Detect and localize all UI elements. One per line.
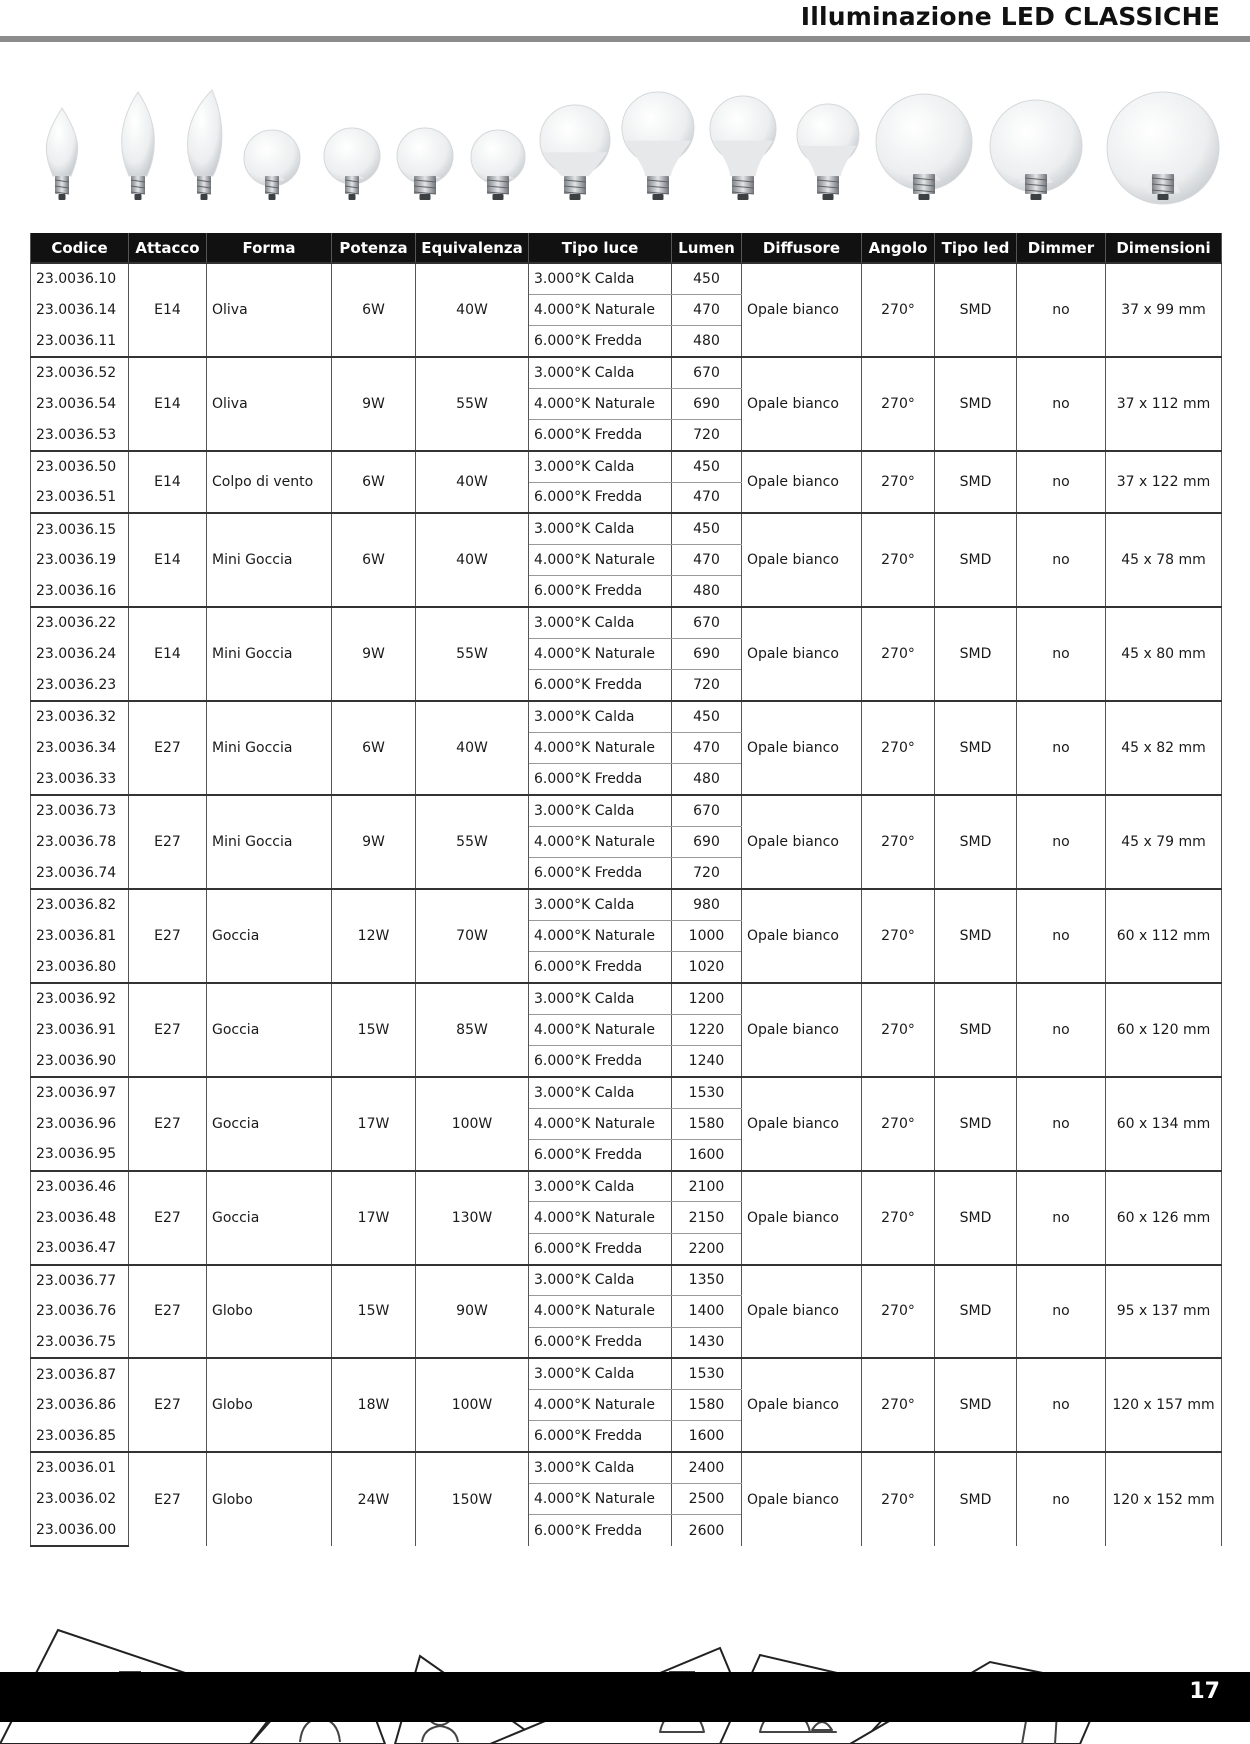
- table-row: [31, 263, 1222, 294]
- column-header: Codice: [31, 233, 129, 263]
- light-type-cell: 3.000°K Calda: [529, 889, 672, 920]
- forma-cell: Mini Goccia: [207, 513, 332, 607]
- lumen-cell: 1200: [672, 983, 742, 1014]
- product-code-cell: 23.0036.47: [31, 1233, 129, 1264]
- tipo-led-cell: SMD: [935, 451, 1017, 514]
- attacco-cell: E27: [129, 1358, 207, 1452]
- equivalenza-cell: 130W: [416, 1171, 529, 1265]
- attacco-cell: E27: [129, 1452, 207, 1546]
- potenza-cell: 24W: [332, 1452, 416, 1546]
- potenza-cell: 18W: [332, 1358, 416, 1452]
- angolo-cell: 270°: [862, 263, 935, 357]
- table-row: [31, 451, 1222, 482]
- product-code-cell: 23.0036.80: [31, 952, 129, 983]
- a60-e27-bulb-icon: [710, 96, 776, 200]
- dimensioni-cell: 60 x 134 mm: [1106, 1077, 1222, 1171]
- product-code-cell: 23.0036.11: [31, 326, 129, 357]
- diffusore-cell: Opale bianco: [742, 983, 862, 1077]
- light-type-cell: 6.000°K Fredda: [529, 952, 672, 983]
- dimensioni-cell: 45 x 78 mm: [1106, 513, 1222, 607]
- angolo-cell: 270°: [862, 1265, 935, 1359]
- diffusore-cell: Opale bianco: [742, 607, 862, 701]
- column-header: Attacco: [129, 233, 207, 263]
- equivalenza-cell: 70W: [416, 889, 529, 983]
- light-type-cell: 4.000°K Naturale: [529, 920, 672, 951]
- product-code-cell: 23.0036.75: [31, 1327, 129, 1358]
- product-code-cell: 23.0036.24: [31, 639, 129, 670]
- attacco-cell: E27: [129, 795, 207, 889]
- lumen-cell: 980: [672, 889, 742, 920]
- lumen-cell: 1000: [672, 920, 742, 951]
- potenza-cell: 12W: [332, 889, 416, 983]
- dimensioni-cell: 45 x 82 mm: [1106, 701, 1222, 795]
- footer-band: [0, 1672, 1250, 1722]
- product-code-cell: 23.0036.52: [31, 357, 129, 388]
- lumen-cell: 450: [672, 263, 742, 294]
- diffusore-cell: Opale bianco: [742, 451, 862, 514]
- dimmer-cell: no: [1017, 263, 1106, 357]
- lumen-cell: 1220: [672, 1014, 742, 1045]
- angolo-cell: 270°: [862, 1077, 935, 1171]
- product-code-cell: 23.0036.10: [31, 263, 129, 294]
- product-code-cell: 23.0036.91: [31, 1014, 129, 1045]
- forma-cell: Oliva: [207, 357, 332, 451]
- lumen-cell: 690: [672, 388, 742, 419]
- light-type-cell: 3.000°K Calda: [529, 795, 672, 826]
- dimensioni-cell: 45 x 79 mm: [1106, 795, 1222, 889]
- lumen-cell: 450: [672, 701, 742, 732]
- light-type-cell: 4.000°K Naturale: [529, 1108, 672, 1139]
- potenza-cell: 9W: [332, 607, 416, 701]
- product-code-cell: 23.0036.95: [31, 1139, 129, 1170]
- light-type-cell: 6.000°K Fredda: [529, 1421, 672, 1452]
- column-header: Dimensioni: [1106, 233, 1222, 263]
- globe-e27-bulb-icon: [1107, 92, 1219, 204]
- attacco-cell: E14: [129, 513, 207, 607]
- equivalenza-cell: 55W: [416, 357, 529, 451]
- flame-tip-e14-bulb-icon: [187, 90, 221, 200]
- candle-e14-bulb-icon: [46, 108, 77, 200]
- tipo-led-cell: SMD: [935, 1077, 1017, 1171]
- light-type-cell: 3.000°K Calda: [529, 701, 672, 732]
- product-code-cell: 23.0036.73: [31, 795, 129, 826]
- angolo-cell: 270°: [862, 357, 935, 451]
- table-row: [31, 1358, 1222, 1389]
- dimmer-cell: no: [1017, 701, 1106, 795]
- product-code-cell: 23.0036.90: [31, 1045, 129, 1076]
- lumen-cell: 470: [672, 545, 742, 576]
- angolo-cell: 270°: [862, 513, 935, 607]
- angolo-cell: 270°: [862, 795, 935, 889]
- product-code-cell: 23.0036.02: [31, 1484, 129, 1515]
- lumen-cell: 1020: [672, 952, 742, 983]
- table-row: [31, 701, 1222, 732]
- lumen-cell: 1400: [672, 1296, 742, 1327]
- diffusore-cell: Opale bianco: [742, 795, 862, 889]
- potenza-cell: 9W: [332, 795, 416, 889]
- light-type-cell: 6.000°K Fredda: [529, 1045, 672, 1076]
- equivalenza-cell: 150W: [416, 1452, 529, 1546]
- light-type-cell: 3.000°K Calda: [529, 263, 672, 294]
- product-code-cell: 23.0036.48: [31, 1202, 129, 1233]
- product-code-cell: 23.0036.86: [31, 1390, 129, 1421]
- lumen-cell: 1580: [672, 1390, 742, 1421]
- lumen-cell: 690: [672, 826, 742, 857]
- attacco-cell: E14: [129, 263, 207, 357]
- product-code-cell: 23.0036.82: [31, 889, 129, 920]
- equivalenza-cell: 55W: [416, 607, 529, 701]
- product-code-cell: 23.0036.46: [31, 1171, 129, 1202]
- dimensioni-cell: 95 x 137 mm: [1106, 1265, 1222, 1359]
- diffusore-cell: Opale bianco: [742, 1077, 862, 1171]
- attacco-cell: E27: [129, 889, 207, 983]
- table-header-row: [31, 233, 1222, 263]
- lumen-cell: 2600: [672, 1515, 742, 1546]
- lumen-cell: 720: [672, 419, 742, 450]
- column-header: Lumen: [672, 233, 742, 263]
- lumen-cell: 480: [672, 576, 742, 607]
- table-row: [31, 1265, 1222, 1296]
- dimmer-cell: no: [1017, 1358, 1106, 1452]
- diffusore-cell: Opale bianco: [742, 513, 862, 607]
- angolo-cell: 270°: [862, 983, 935, 1077]
- light-type-cell: 6.000°K Fredda: [529, 1233, 672, 1264]
- globe-e27-bulb-icon: [876, 94, 972, 200]
- diffusore-cell: Opale bianco: [742, 1265, 862, 1359]
- potenza-cell: 17W: [332, 1171, 416, 1265]
- forma-cell: Globo: [207, 1452, 332, 1546]
- lumen-cell: 1580: [672, 1108, 742, 1139]
- product-code-cell: 23.0036.22: [31, 607, 129, 638]
- table-row: [31, 1452, 1222, 1483]
- attacco-cell: E27: [129, 1171, 207, 1265]
- potenza-cell: 6W: [332, 451, 416, 514]
- product-code-cell: 23.0036.54: [31, 388, 129, 419]
- tipo-led-cell: SMD: [935, 701, 1017, 795]
- forma-cell: Goccia: [207, 1077, 332, 1171]
- product-code-cell: 23.0036.23: [31, 670, 129, 701]
- equivalenza-cell: 40W: [416, 701, 529, 795]
- table-row: [31, 983, 1222, 1014]
- product-code-cell: 23.0036.76: [31, 1296, 129, 1327]
- product-code-cell: 23.0036.77: [31, 1265, 129, 1296]
- a60-e27-bulb-icon: [622, 92, 694, 200]
- dimmer-cell: no: [1017, 1171, 1106, 1265]
- angolo-cell: 270°: [862, 607, 935, 701]
- product-code-cell: 23.0036.16: [31, 576, 129, 607]
- dimensioni-cell: 60 x 126 mm: [1106, 1171, 1222, 1265]
- light-type-cell: 3.000°K Calda: [529, 1358, 672, 1389]
- product-code-cell: 23.0036.97: [31, 1077, 129, 1108]
- lumen-cell: 2500: [672, 1484, 742, 1515]
- diffusore-cell: Opale bianco: [742, 357, 862, 451]
- mini-globe-e27-bulb-icon: [471, 130, 525, 200]
- attacco-cell: E14: [129, 357, 207, 451]
- dimmer-cell: no: [1017, 795, 1106, 889]
- light-type-cell: 6.000°K Fredda: [529, 1327, 672, 1358]
- lumen-cell: 670: [672, 357, 742, 388]
- angolo-cell: 270°: [862, 1358, 935, 1452]
- product-code-cell: 23.0036.01: [31, 1452, 129, 1483]
- tipo-led-cell: SMD: [935, 1171, 1017, 1265]
- light-type-cell: 6.000°K Fredda: [529, 764, 672, 795]
- lumen-cell: 1430: [672, 1327, 742, 1358]
- dimensioni-cell: 37 x 122 mm: [1106, 451, 1222, 514]
- potenza-cell: 15W: [332, 1265, 416, 1359]
- column-header: Forma: [207, 233, 332, 263]
- tipo-led-cell: SMD: [935, 1265, 1017, 1359]
- dimmer-cell: no: [1017, 357, 1106, 451]
- light-type-cell: 4.000°K Naturale: [529, 732, 672, 763]
- tipo-led-cell: SMD: [935, 357, 1017, 451]
- light-type-cell: 3.000°K Calda: [529, 1452, 672, 1483]
- attacco-cell: E27: [129, 983, 207, 1077]
- equivalenza-cell: 100W: [416, 1077, 529, 1171]
- light-type-cell: 3.000°K Calda: [529, 1077, 672, 1108]
- lumen-cell: 2400: [672, 1452, 742, 1483]
- equivalenza-cell: 85W: [416, 983, 529, 1077]
- lumen-cell: 670: [672, 607, 742, 638]
- light-type-cell: 3.000°K Calda: [529, 1265, 672, 1296]
- column-header: Equivalenza: [416, 233, 529, 263]
- light-type-cell: 4.000°K Naturale: [529, 388, 672, 419]
- equivalenza-cell: 40W: [416, 263, 529, 357]
- potenza-cell: 6W: [332, 263, 416, 357]
- column-header: Potenza: [332, 233, 416, 263]
- lumen-cell: 480: [672, 326, 742, 357]
- title-rule: [0, 36, 1250, 42]
- dimmer-cell: no: [1017, 607, 1106, 701]
- column-header: Tipo luce: [529, 233, 672, 263]
- light-type-cell: 4.000°K Naturale: [529, 545, 672, 576]
- angolo-cell: 270°: [862, 701, 935, 795]
- product-code-cell: 23.0036.00: [31, 1515, 129, 1546]
- potenza-cell: 17W: [332, 1077, 416, 1171]
- potenza-cell: 9W: [332, 357, 416, 451]
- light-type-cell: 3.000°K Calda: [529, 513, 672, 544]
- forma-cell: Mini Goccia: [207, 701, 332, 795]
- column-header: Dimmer: [1017, 233, 1106, 263]
- table-row: [31, 357, 1222, 388]
- product-code-cell: 23.0036.92: [31, 983, 129, 1014]
- dimensioni-cell: 120 x 152 mm: [1106, 1452, 1222, 1546]
- forma-cell: Mini Goccia: [207, 607, 332, 701]
- potenza-cell: 6W: [332, 513, 416, 607]
- product-code-cell: 23.0036.51: [31, 482, 129, 513]
- lumen-cell: 1350: [672, 1265, 742, 1296]
- lumen-cell: 1530: [672, 1077, 742, 1108]
- forma-cell: Goccia: [207, 889, 332, 983]
- equivalenza-cell: 90W: [416, 1265, 529, 1359]
- product-code-cell: 23.0036.15: [31, 513, 129, 544]
- dimmer-cell: no: [1017, 451, 1106, 514]
- forma-cell: Goccia: [207, 1171, 332, 1265]
- lumen-cell: 690: [672, 639, 742, 670]
- product-code-cell: 23.0036.33: [31, 764, 129, 795]
- attacco-cell: E27: [129, 1265, 207, 1359]
- dimensioni-cell: 37 x 99 mm: [1106, 263, 1222, 357]
- product-code-cell: 23.0036.96: [31, 1108, 129, 1139]
- light-type-cell: 6.000°K Fredda: [529, 1139, 672, 1170]
- dimmer-cell: no: [1017, 1265, 1106, 1359]
- attacco-cell: E14: [129, 607, 207, 701]
- tipo-led-cell: SMD: [935, 607, 1017, 701]
- light-type-cell: 3.000°K Calda: [529, 983, 672, 1014]
- light-type-cell: 4.000°K Naturale: [529, 1484, 672, 1515]
- product-code-cell: 23.0036.81: [31, 920, 129, 951]
- equivalenza-cell: 40W: [416, 513, 529, 607]
- product-code-cell: 23.0036.78: [31, 826, 129, 857]
- table-row: [31, 889, 1222, 920]
- lumen-cell: 720: [672, 670, 742, 701]
- product-code-cell: 23.0036.34: [31, 732, 129, 763]
- lumen-cell: 1240: [672, 1045, 742, 1076]
- attacco-cell: E27: [129, 701, 207, 795]
- light-type-cell: 3.000°K Calda: [529, 357, 672, 388]
- dimmer-cell: no: [1017, 513, 1106, 607]
- column-header: Tipo led: [935, 233, 1017, 263]
- lumen-cell: 1600: [672, 1421, 742, 1452]
- lumen-cell: 470: [672, 482, 742, 513]
- forma-cell: Globo: [207, 1358, 332, 1452]
- diffusore-cell: Opale bianco: [742, 1452, 862, 1546]
- diffusore-cell: Opale bianco: [742, 1358, 862, 1452]
- light-type-cell: 3.000°K Calda: [529, 607, 672, 638]
- product-spec-table: [30, 233, 1222, 1547]
- product-code-cell: 23.0036.32: [31, 701, 129, 732]
- angolo-cell: 270°: [862, 451, 935, 514]
- light-type-cell: 4.000°K Naturale: [529, 1202, 672, 1233]
- dimmer-cell: no: [1017, 1452, 1106, 1546]
- dimensioni-cell: 60 x 120 mm: [1106, 983, 1222, 1077]
- forma-cell: Goccia: [207, 983, 332, 1077]
- page-title: Illuminazione LED CLASSICHE: [800, 2, 1220, 31]
- diffusore-cell: Opale bianco: [742, 263, 862, 357]
- light-type-cell: 6.000°K Fredda: [529, 419, 672, 450]
- product-code-cell: 23.0036.19: [31, 545, 129, 576]
- equivalenza-cell: 100W: [416, 1358, 529, 1452]
- dimmer-cell: no: [1017, 1077, 1106, 1171]
- forma-cell: Globo: [207, 1265, 332, 1359]
- lumen-cell: 2100: [672, 1171, 742, 1202]
- globe-e27-bulb-icon: [990, 100, 1082, 200]
- forma-cell: Oliva: [207, 263, 332, 357]
- attacco-cell: E27: [129, 1077, 207, 1171]
- lumen-cell: 450: [672, 451, 742, 482]
- tipo-led-cell: SMD: [935, 983, 1017, 1077]
- table-row: [31, 513, 1222, 544]
- candle-e14-bulb-icon: [122, 92, 155, 200]
- dimensioni-cell: 37 x 112 mm: [1106, 357, 1222, 451]
- forma-cell: Mini Goccia: [207, 795, 332, 889]
- lumen-cell: 720: [672, 858, 742, 889]
- mini-globe-e14-bulb-icon: [244, 130, 300, 200]
- attacco-cell: E14: [129, 451, 207, 514]
- product-code-cell: 23.0036.53: [31, 419, 129, 450]
- light-type-cell: 4.000°K Naturale: [529, 639, 672, 670]
- mini-globe-e14-bulb-icon: [324, 128, 380, 200]
- light-type-cell: 6.000°K Fredda: [529, 482, 672, 513]
- a60-e27-bulb-icon: [797, 104, 859, 200]
- equivalenza-cell: 40W: [416, 451, 529, 514]
- light-type-cell: 4.000°K Naturale: [529, 1014, 672, 1045]
- column-header: Angolo: [862, 233, 935, 263]
- product-code-cell: 23.0036.74: [31, 858, 129, 889]
- light-type-cell: 3.000°K Calda: [529, 1171, 672, 1202]
- dimensioni-cell: 60 x 112 mm: [1106, 889, 1222, 983]
- tipo-led-cell: SMD: [935, 1358, 1017, 1452]
- lumen-cell: 470: [672, 294, 742, 325]
- lumen-cell: 450: [672, 513, 742, 544]
- diffusore-cell: Opale bianco: [742, 701, 862, 795]
- potenza-cell: 6W: [332, 701, 416, 795]
- lumen-cell: 1530: [672, 1358, 742, 1389]
- tipo-led-cell: SMD: [935, 795, 1017, 889]
- lumen-cell: 1600: [672, 1139, 742, 1170]
- tipo-led-cell: SMD: [935, 1452, 1017, 1546]
- page-number: 17: [1189, 1679, 1220, 1704]
- diffusore-cell: Opale bianco: [742, 1171, 862, 1265]
- light-type-cell: 4.000°K Naturale: [529, 1296, 672, 1327]
- equivalenza-cell: 55W: [416, 795, 529, 889]
- dimmer-cell: no: [1017, 983, 1106, 1077]
- dimmer-cell: no: [1017, 889, 1106, 983]
- lumen-cell: 2150: [672, 1202, 742, 1233]
- forma-cell: Colpo di vento: [207, 451, 332, 514]
- tipo-led-cell: SMD: [935, 263, 1017, 357]
- light-type-cell: 3.000°K Calda: [529, 451, 672, 482]
- product-code-cell: 23.0036.50: [31, 451, 129, 482]
- angolo-cell: 270°: [862, 1171, 935, 1265]
- product-code-cell: 23.0036.85: [31, 1421, 129, 1452]
- light-type-cell: 6.000°K Fredda: [529, 1515, 672, 1546]
- lumen-cell: 480: [672, 764, 742, 795]
- table-row: [31, 1077, 1222, 1108]
- tipo-led-cell: SMD: [935, 889, 1017, 983]
- table-row: [31, 795, 1222, 826]
- lumen-cell: 2200: [672, 1233, 742, 1264]
- product-code-cell: 23.0036.87: [31, 1358, 129, 1389]
- angolo-cell: 270°: [862, 889, 935, 983]
- table-row: [31, 1171, 1222, 1202]
- light-type-cell: 4.000°K Naturale: [529, 826, 672, 857]
- light-type-cell: 4.000°K Naturale: [529, 1390, 672, 1421]
- angolo-cell: 270°: [862, 1452, 935, 1546]
- light-type-cell: 6.000°K Fredda: [529, 670, 672, 701]
- light-type-cell: 4.000°K Naturale: [529, 294, 672, 325]
- column-header: Diffusore: [742, 233, 862, 263]
- bulb-gallery: [0, 50, 1250, 210]
- diffusore-cell: Opale bianco: [742, 889, 862, 983]
- lumen-cell: 670: [672, 795, 742, 826]
- mini-globe-e27-bulb-icon: [397, 128, 453, 200]
- table-row: [31, 607, 1222, 638]
- dimensioni-cell: 120 x 157 mm: [1106, 1358, 1222, 1452]
- dimensioni-cell: 45 x 80 mm: [1106, 607, 1222, 701]
- a60-e27-bulb-icon: [540, 105, 610, 200]
- potenza-cell: 15W: [332, 983, 416, 1077]
- light-type-cell: 6.000°K Fredda: [529, 858, 672, 889]
- light-type-cell: 6.000°K Fredda: [529, 576, 672, 607]
- lumen-cell: 470: [672, 732, 742, 763]
- product-code-cell: 23.0036.14: [31, 294, 129, 325]
- light-type-cell: 6.000°K Fredda: [529, 326, 672, 357]
- tipo-led-cell: SMD: [935, 513, 1017, 607]
